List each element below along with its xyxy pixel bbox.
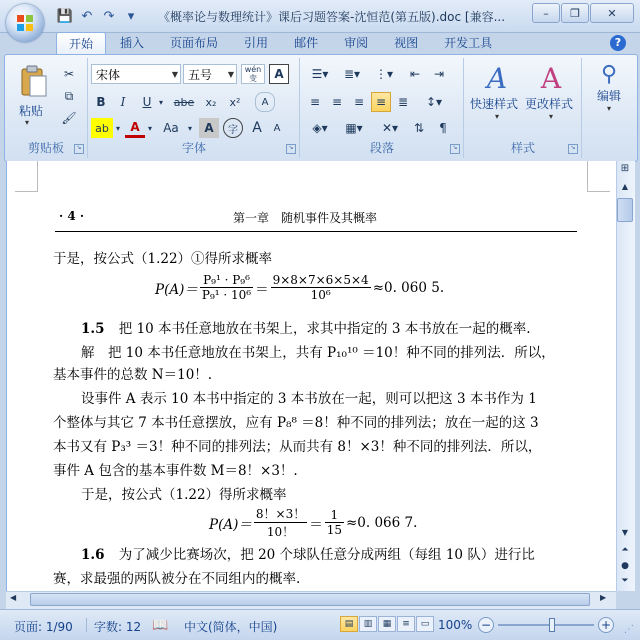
header-rule — [55, 231, 577, 232]
shrink-font-button[interactable]: A — [273, 122, 281, 134]
paste-button[interactable]: 粘贴 — [19, 104, 44, 118]
zoom-slider-thumb[interactable] — [549, 618, 555, 632]
window-controls — [532, 3, 634, 23]
customize-qat-icon[interactable]: ▾ — [127, 8, 135, 24]
text-line: 于是，按公式（1.22）①得所求概率 — [53, 251, 273, 267]
paste-dropdown-icon[interactable]: ▾ — [25, 118, 30, 127]
scroll-down-icon[interactable]: ▼ — [621, 528, 629, 537]
quick-styles-label: 快速样式 — [469, 97, 518, 111]
font-launcher-icon[interactable]: ↘ — [286, 144, 296, 154]
font-size-combo[interactable] — [183, 64, 237, 84]
editing-label: 编辑 — [596, 89, 621, 103]
font-size-value: 五号 — [188, 68, 213, 82]
bold-button[interactable]: B — [96, 95, 106, 109]
problem-number: 1.5 — [81, 321, 105, 337]
ribbon-tabs — [56, 32, 504, 54]
equation-rhs: ≈0. 066 7. — [345, 514, 418, 531]
scroll-up-icon[interactable]: ▲ — [621, 182, 629, 191]
align-right-icon[interactable]: ≡ — [353, 95, 365, 109]
justify-icon[interactable]: ≡ — [371, 92, 391, 112]
window-title: 《概率论与数理统计》课后习题答案-沈恒范(第五版).doc [兼容... — [158, 10, 506, 24]
fraction-numerator: 8！×3！ — [255, 507, 306, 521]
editing-button[interactable] — [589, 62, 629, 113]
print-layout-view-icon[interactable]: ▤ — [340, 616, 358, 632]
full-screen-reading-view-icon[interactable]: ▥ — [359, 616, 377, 632]
quick-styles-button[interactable] — [469, 62, 519, 121]
tab-review[interactable]: 审阅 — [344, 36, 369, 50]
word-count[interactable]: 字数: 12 — [94, 620, 142, 634]
page-indicator[interactable]: 页面: 1/90 — [14, 620, 73, 634]
bullets-icon[interactable]: ☰▾ — [311, 67, 329, 81]
fraction-numerator: P₉¹ · P₉⁶ — [200, 273, 253, 288]
line-spacing-icon[interactable]: ↕▾ — [425, 95, 443, 109]
problem-1-5 — [81, 317, 531, 337]
tab-references[interactable]: 引用 — [244, 36, 269, 50]
multilevel-list-icon[interactable]: ⋮▾ — [374, 67, 394, 81]
text-line: 个整体与其它 7 本书任意摆放，应有 P₈⁸ ＝8！种不同的排列法；放在一起的这 3 — [53, 415, 539, 431]
editing-group — [583, 58, 635, 158]
chevron-down-icon: ▾ — [494, 112, 499, 121]
subscript-button[interactable]: x₂ — [205, 95, 217, 109]
problem-1-6 — [81, 543, 535, 563]
fraction — [325, 508, 344, 537]
ruler-toggle-icon[interactable]: ⊞ — [620, 163, 630, 174]
chevron-down-icon: ▼ — [227, 70, 234, 79]
scroll-right-icon[interactable]: ▶ — [600, 593, 607, 602]
restore-button[interactable]: ❐ — [561, 3, 589, 23]
fraction-numerator: 9×8×7×6×5×4 — [272, 273, 369, 287]
undo-icon[interactable]: ↶ — [81, 8, 93, 24]
redo-icon[interactable]: ↷ — [103, 8, 115, 24]
sort-icon[interactable]: ⇅ — [413, 121, 425, 135]
tab-insert[interactable]: 插入 — [120, 36, 145, 50]
increase-indent-icon[interactable]: ⇥ — [433, 67, 445, 81]
text-line: 本书又有 P₃³ ＝3！种不同的排列法；从而共有 8！×3！种不同的排列法．所以， — [53, 439, 542, 455]
document-page[interactable] — [6, 161, 617, 591]
align-center-icon[interactable]: ≡ — [331, 95, 343, 109]
fraction — [254, 505, 307, 540]
resize-grip-icon[interactable]: ⋰ — [624, 624, 634, 635]
equation-lhs: P(A)＝ — [155, 281, 198, 298]
decrease-indent-icon[interactable]: ⇤ — [409, 67, 421, 81]
page-corner-mark — [15, 161, 38, 192]
ribbon — [4, 54, 638, 162]
proofing-icon[interactable]: 📖 — [152, 618, 169, 633]
align-left-icon[interactable]: ≡ — [309, 95, 321, 109]
distributed-icon[interactable]: ≣ — [397, 95, 409, 109]
fraction — [200, 273, 253, 302]
equals-sign: ＝ — [255, 281, 269, 298]
font-name-combo[interactable] — [91, 64, 181, 84]
styles-group-label: 样式 — [510, 141, 535, 155]
next-page-icon[interactable]: ⏷ — [621, 576, 629, 586]
highlight-dropdown-icon[interactable]: ▾ — [115, 123, 120, 133]
tab-view[interactable]: 视图 — [394, 36, 419, 50]
draft-view-icon[interactable]: ▭ — [416, 616, 434, 632]
char-shading-button[interactable]: A — [199, 118, 219, 138]
language-indicator[interactable]: 中文(简体，中国) — [184, 620, 278, 634]
close-button[interactable]: ✕ — [590, 3, 634, 23]
running-head: 第一章 随机事件及其概率 — [233, 211, 378, 225]
problem-text: 把 10 本书任意地放在书架上，求其中指定的 3 本书放在一起的概率. — [118, 321, 531, 337]
separator — [86, 618, 87, 632]
underline-dropdown-icon[interactable]: ▾ — [158, 97, 163, 107]
font-color-dropdown-icon[interactable]: ▾ — [147, 123, 152, 133]
clear-formatting-button[interactable]: A — [255, 92, 275, 112]
paste-icon[interactable] — [19, 64, 49, 98]
copy-icon[interactable]: ⧉ — [64, 88, 74, 103]
help-icon[interactable]: ? — [610, 35, 626, 51]
text-line: 事件 A 包含的基本事件数 M＝8！×3！. — [53, 463, 298, 479]
tab-home[interactable]: 开始 — [56, 32, 106, 55]
underline-button[interactable]: U — [142, 95, 152, 109]
styles-launcher-icon[interactable]: ↘ — [568, 144, 578, 154]
equation-2 — [209, 505, 417, 540]
paragraph-group-label: 段落 — [369, 141, 394, 155]
change-case-button[interactable]: Aa — [163, 121, 179, 135]
chinese-layout-icon[interactable]: ✕▾ — [381, 121, 399, 135]
italic-button[interactable]: I — [120, 95, 126, 109]
text-line: 基本事件的总数 N＝10！. — [53, 367, 213, 383]
text-highlight-button[interactable]: ab — [91, 118, 113, 138]
office-button[interactable] — [6, 4, 44, 42]
borders-icon[interactable]: ▦▾ — [345, 121, 363, 135]
change-styles-label: 更改样式 — [524, 97, 573, 111]
grow-font-button[interactable]: A — [252, 120, 262, 136]
change-styles-button[interactable] — [524, 62, 575, 121]
shading-icon[interactable]: ◈▾ — [312, 121, 328, 135]
equation-lhs: P(A)＝ — [209, 516, 252, 533]
zoom-level[interactable]: 100% — [438, 618, 473, 632]
phonetic-guide-button[interactable]: wén 变 — [241, 64, 265, 84]
text-line: 赛，求最强的两队被分在不同组内的概率. — [53, 571, 301, 587]
show-marks-icon[interactable]: ¶ — [439, 121, 447, 135]
text-line: 解 把 10 本书任意地放在书架上，共有 P₁₀¹⁰ ＝10！种不同的排列法．所以， — [81, 345, 555, 361]
change-case-dropdown-icon[interactable]: ▾ — [187, 123, 192, 133]
binoculars-icon: ⚲ — [600, 62, 618, 87]
fraction-denominator: 10！ — [266, 525, 295, 539]
font-group — [89, 58, 300, 158]
equation-1 — [155, 273, 444, 302]
outline-view-icon[interactable]: ≡ — [397, 616, 415, 632]
tab-developer[interactable]: 开发工具 — [444, 36, 493, 50]
status-bar — [0, 609, 640, 640]
problem-number: 1.6 — [81, 547, 105, 563]
horizontal-scroll-thumb[interactable] — [30, 593, 590, 606]
web-layout-view-icon[interactable]: ▦ — [378, 616, 396, 632]
problem-text: 为了减少比赛场次，把 20 个球队任意分成两组（每组 10 队）进行比 — [118, 547, 535, 563]
scroll-left-icon[interactable]: ◀ — [10, 593, 17, 602]
char-border-button[interactable]: A — [269, 64, 289, 84]
format-painter-icon[interactable]: 🖌 — [61, 111, 77, 125]
chevron-down-icon: ▼ — [171, 70, 178, 79]
clipboard-launcher-icon[interactable]: ↘ — [74, 144, 84, 154]
save-icon[interactable]: 💾 — [56, 8, 74, 24]
cut-icon[interactable]: ✂ — [63, 67, 75, 81]
chevron-down-icon: ▾ — [606, 104, 611, 113]
tab-page-layout[interactable]: 页面布局 — [170, 36, 219, 50]
text-line: 设事件 A 表示 10 本书中指定的 3 本书放在一起，则可以把这 3 本书作为 1 — [81, 391, 537, 407]
paragraph-group — [301, 58, 464, 158]
page-corner-mark — [587, 161, 610, 192]
quick-access-toolbar — [56, 6, 140, 26]
fraction-denominator: 15 — [326, 523, 342, 537]
fraction-numerator: 1 — [325, 508, 344, 523]
font-color-button[interactable]: A — [125, 118, 145, 138]
paragraph-launcher-icon[interactable]: ↘ — [450, 144, 460, 154]
clipboard-group-label: 剪贴板 — [27, 141, 64, 155]
zoom-in-icon[interactable]: + — [598, 617, 614, 633]
equation-rhs: ≈0. 060 5. — [372, 279, 445, 296]
select-browse-object-icon[interactable]: ● — [621, 561, 629, 571]
styles-group — [465, 58, 582, 158]
vertical-scrollbar[interactable] — [616, 161, 635, 591]
previous-page-icon[interactable]: ⏶ — [621, 545, 629, 555]
enclose-characters-button[interactable]: 字 — [223, 118, 243, 138]
fraction — [271, 273, 371, 302]
font-name-value: 宋体 — [96, 68, 121, 82]
minimize-button[interactable]: – — [532, 3, 560, 23]
zoom-slider-track[interactable] — [498, 624, 594, 626]
superscript-button[interactable]: x² — [229, 95, 241, 109]
page-number: · 4 · — [59, 209, 85, 223]
change-styles-icon: A — [540, 62, 562, 95]
fraction-denominator: 10⁶ — [310, 288, 331, 302]
vertical-scroll-thumb[interactable] — [617, 198, 633, 222]
text-line: 于是，按公式（1.22）得所求概率 — [81, 487, 287, 503]
quick-styles-icon: A — [486, 62, 508, 95]
clipboard-group — [5, 58, 88, 158]
tab-mailings[interactable]: 邮件 — [294, 36, 319, 50]
chevron-down-icon: ▾ — [548, 112, 553, 121]
strikethrough-button[interactable]: abe — [173, 95, 195, 109]
fraction-denominator: P₉¹ · 10⁶ — [201, 288, 252, 302]
office-logo-icon — [15, 13, 35, 33]
equals-sign: ＝ — [309, 516, 323, 533]
numbering-icon[interactable]: ≣▾ — [343, 67, 361, 81]
zoom-out-icon[interactable]: − — [478, 617, 494, 633]
font-group-label: 字体 — [181, 141, 206, 155]
